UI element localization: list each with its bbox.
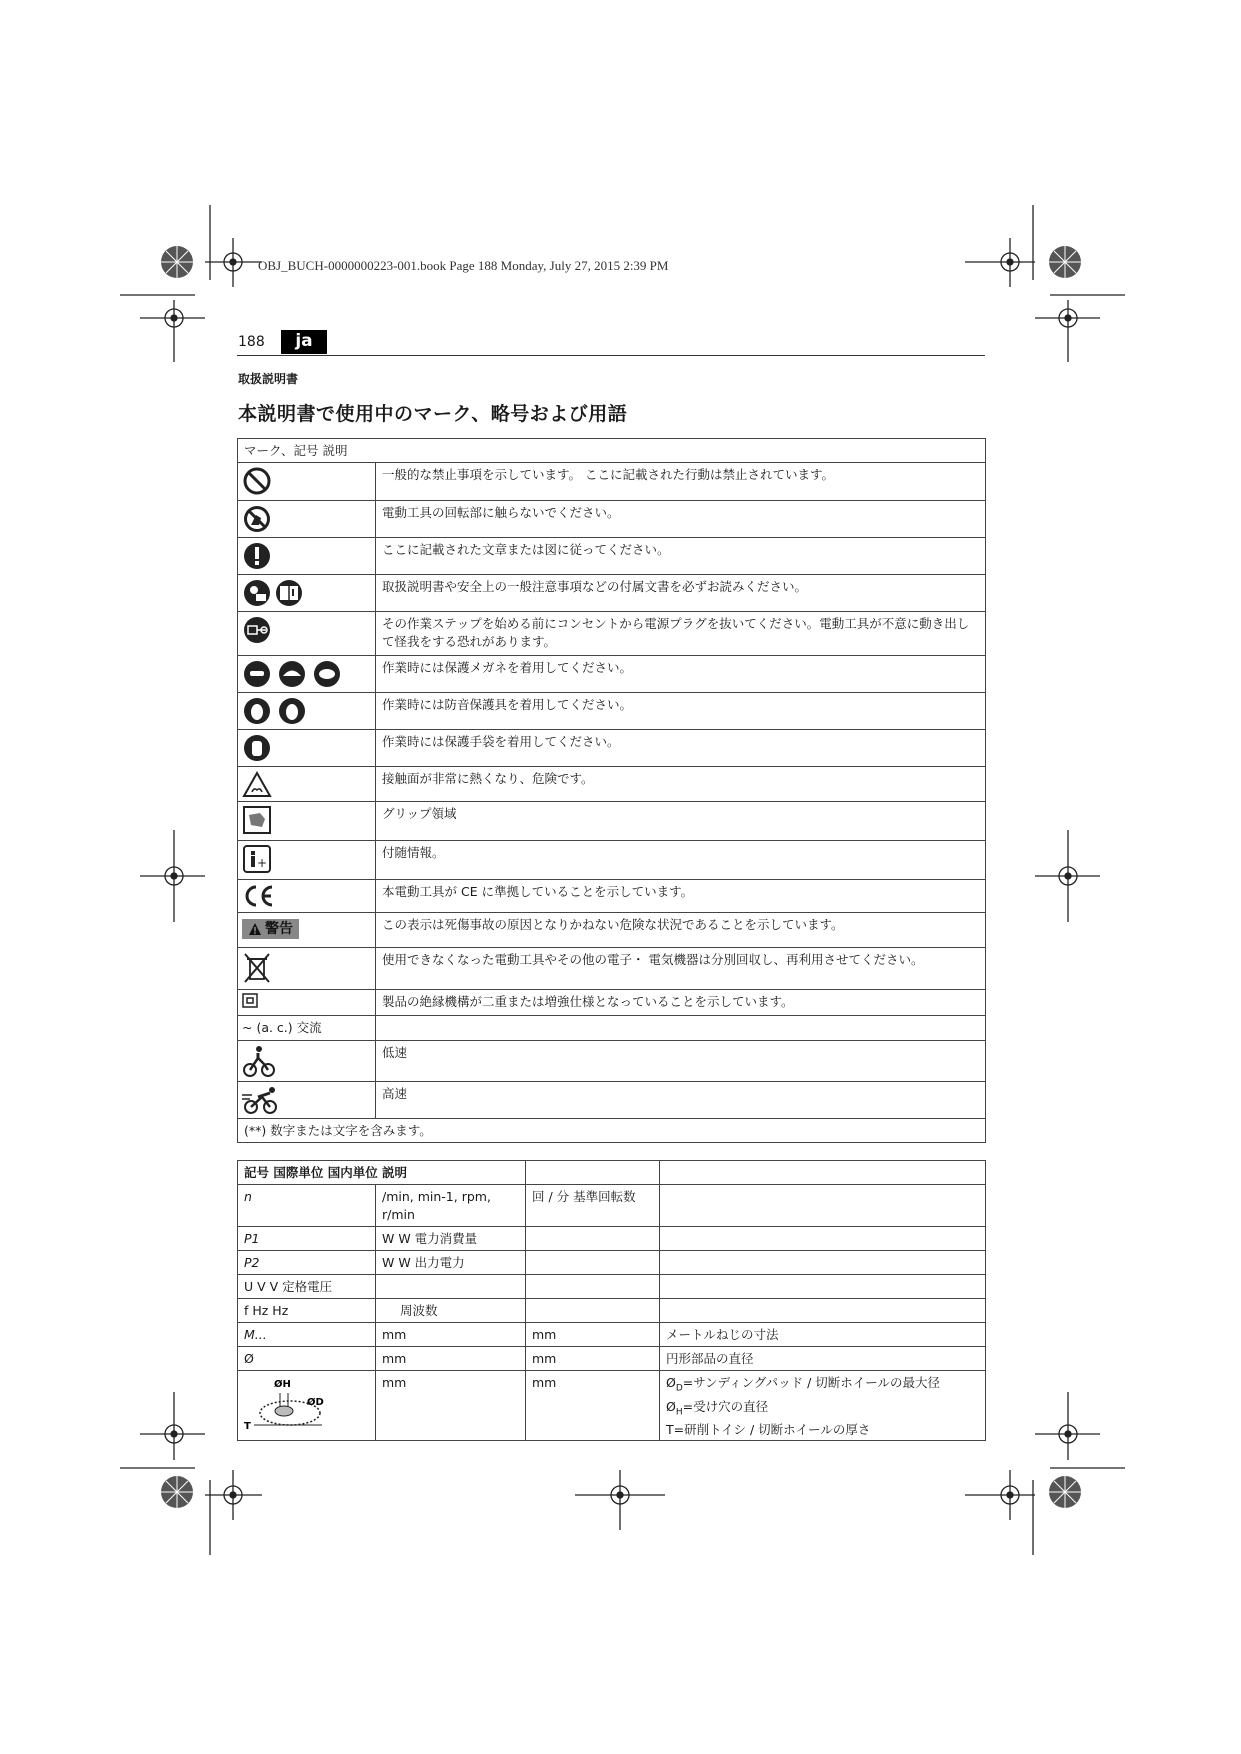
symbol-description: 付随情報。: [376, 841, 986, 880]
symbol-description: ここに記載された文章または図に従ってください。: [376, 538, 986, 575]
unit-symbol: U V V 定格電圧: [238, 1275, 376, 1299]
unit-symbol: Ø: [238, 1347, 376, 1371]
symbol-description: 作業時には保護メガネを着用してください。: [376, 656, 986, 693]
symbol-description: 本電動工具が CE に準拠していることを示しています。: [376, 880, 986, 913]
unit-symbol: M...: [238, 1323, 376, 1347]
weee-bin-icon: [242, 951, 272, 985]
units-table: [237, 1160, 986, 1441]
ce-mark-icon: [242, 883, 276, 909]
hot-surface-icon: [242, 770, 272, 798]
ear-protection-icon: [242, 696, 308, 726]
symbol-description: 製品の絶縁機構が二重または増強仕様となっていることを示しています。: [376, 990, 986, 1016]
grip-area-icon: [242, 805, 272, 835]
read-manual-icon: [242, 578, 306, 608]
unit-si: W W 出力電力: [376, 1251, 526, 1275]
desc-t: T=研削トイシ / 切断ホイールの厚さ: [666, 1422, 871, 1437]
unit-symbol: f Hz Hz: [238, 1299, 376, 1323]
warning-triangle-icon: [248, 922, 262, 936]
info-plus-icon: [242, 844, 272, 874]
symbol-description: 取扱説明書や安全上の一般注意事項などの付属文書を必ずお読みください。: [376, 575, 986, 612]
gloves-icon: [242, 733, 272, 763]
page-number: 188: [238, 334, 265, 350]
prohibition-icon: [242, 466, 272, 496]
book-header-line: OBJ_BUCH-0000000223-001.book Page 188 Monday, July 27, 2015 2:39 PM: [258, 258, 669, 273]
double-insulation-icon: [242, 993, 260, 1009]
unit-symbol: P1: [238, 1227, 376, 1251]
unit-si: mm: [376, 1347, 526, 1371]
unit-symbol: P2: [238, 1251, 376, 1275]
do-not-touch-rotating-icon: [242, 504, 272, 534]
unit-national: 回 / 分 基準回転数: [526, 1185, 660, 1227]
fig-label-oh: ØH: [274, 1379, 291, 1390]
symbol-description: 高速: [376, 1082, 986, 1119]
warning-label-text: 警告: [265, 921, 293, 937]
unit-national: mm: [526, 1371, 660, 1441]
header-rule: [237, 355, 985, 356]
language-tab: ja: [281, 330, 327, 354]
ac-label: ~ (a. c.) 交流: [238, 1016, 376, 1041]
unit-si: mm: [376, 1323, 526, 1347]
svg-text:+: +: [257, 856, 268, 870]
symbols-footnote: (**) 数字または文字を含みます。: [238, 1119, 986, 1143]
unit-si: mm: [376, 1371, 526, 1441]
unit-description: $Ø_D=$サンディングパッド / 切断ホイールの最大径 $Ø_H=$受け穴の直径 T=研削トイシ / 切断ホイールの厚さ: [660, 1371, 986, 1441]
unit-description: メートルねじの寸法: [660, 1323, 986, 1347]
symbol-description: その作業ステップを始める前にコンセントから電源プラグを抜いてください。電動工具が不意に動き出して怪我をする恐れがあります。: [376, 612, 986, 656]
symbol-description: 一般的な禁止事項を示しています。 ここに記載された行動は禁止されています。: [376, 463, 986, 501]
symbol-description: この表示は死傷事故の原因となりかねない危険な状況であることを示しています。: [376, 913, 986, 948]
symbol-description: 接触面が非常に熱くなり、危険です。: [376, 767, 986, 802]
unit-si: 周波数: [376, 1299, 526, 1323]
symbol-description: [376, 1016, 986, 1041]
mandatory-exclamation-icon: [242, 541, 272, 571]
fig-label-od: ØD: [307, 1397, 324, 1408]
unit-si: W W 電力消費量: [376, 1227, 526, 1251]
eye-protection-icon: [242, 659, 342, 689]
low-speed-bike-icon: [242, 1044, 276, 1078]
high-speed-bike-icon: [242, 1085, 282, 1115]
symbols-table: [237, 438, 986, 1143]
icon-cell: [238, 463, 376, 501]
unit-national: mm: [526, 1323, 660, 1347]
symbol-description: 電動工具の回転部に触らないでください。: [376, 501, 986, 538]
unit-si: /min, min-1, rpm, r/min: [376, 1185, 526, 1227]
symbol-description: 作業時には防音保護具を着用してください。: [376, 693, 986, 730]
desc-oh: =受け穴の直径: [682, 1398, 769, 1414]
disc-dimension-figure: [242, 1373, 332, 1431]
unit-symbol: n: [238, 1185, 376, 1227]
desc-od: =サンディングパッド / 切断ホイールの最大径: [682, 1375, 941, 1390]
fig-label-t: T: [244, 1421, 251, 1431]
page-title: 本説明書で使用中のマーク、略号および用語: [238, 403, 628, 425]
unplug-icon: [242, 615, 272, 645]
symbol-description: 使用できなくなった電動工具やその他の電子・ 電気機器は分別回収し、再利用させてください。: [376, 948, 986, 990]
warning-label-icon: [242, 919, 299, 939]
symbol-description: 低速: [376, 1041, 986, 1082]
units-table-header: 記号 国際単位 国内単位 説明: [238, 1161, 526, 1185]
unit-description: 円形部品の直径: [660, 1347, 986, 1371]
unit-national: mm: [526, 1347, 660, 1371]
symbol-description: 作業時には保護手袋を着用してください。: [376, 730, 986, 767]
symbol-description: グリップ領域: [376, 802, 986, 841]
symbols-table-header: マーク、記号 説明: [238, 439, 986, 463]
section-label: 取扱説明書: [238, 372, 299, 386]
